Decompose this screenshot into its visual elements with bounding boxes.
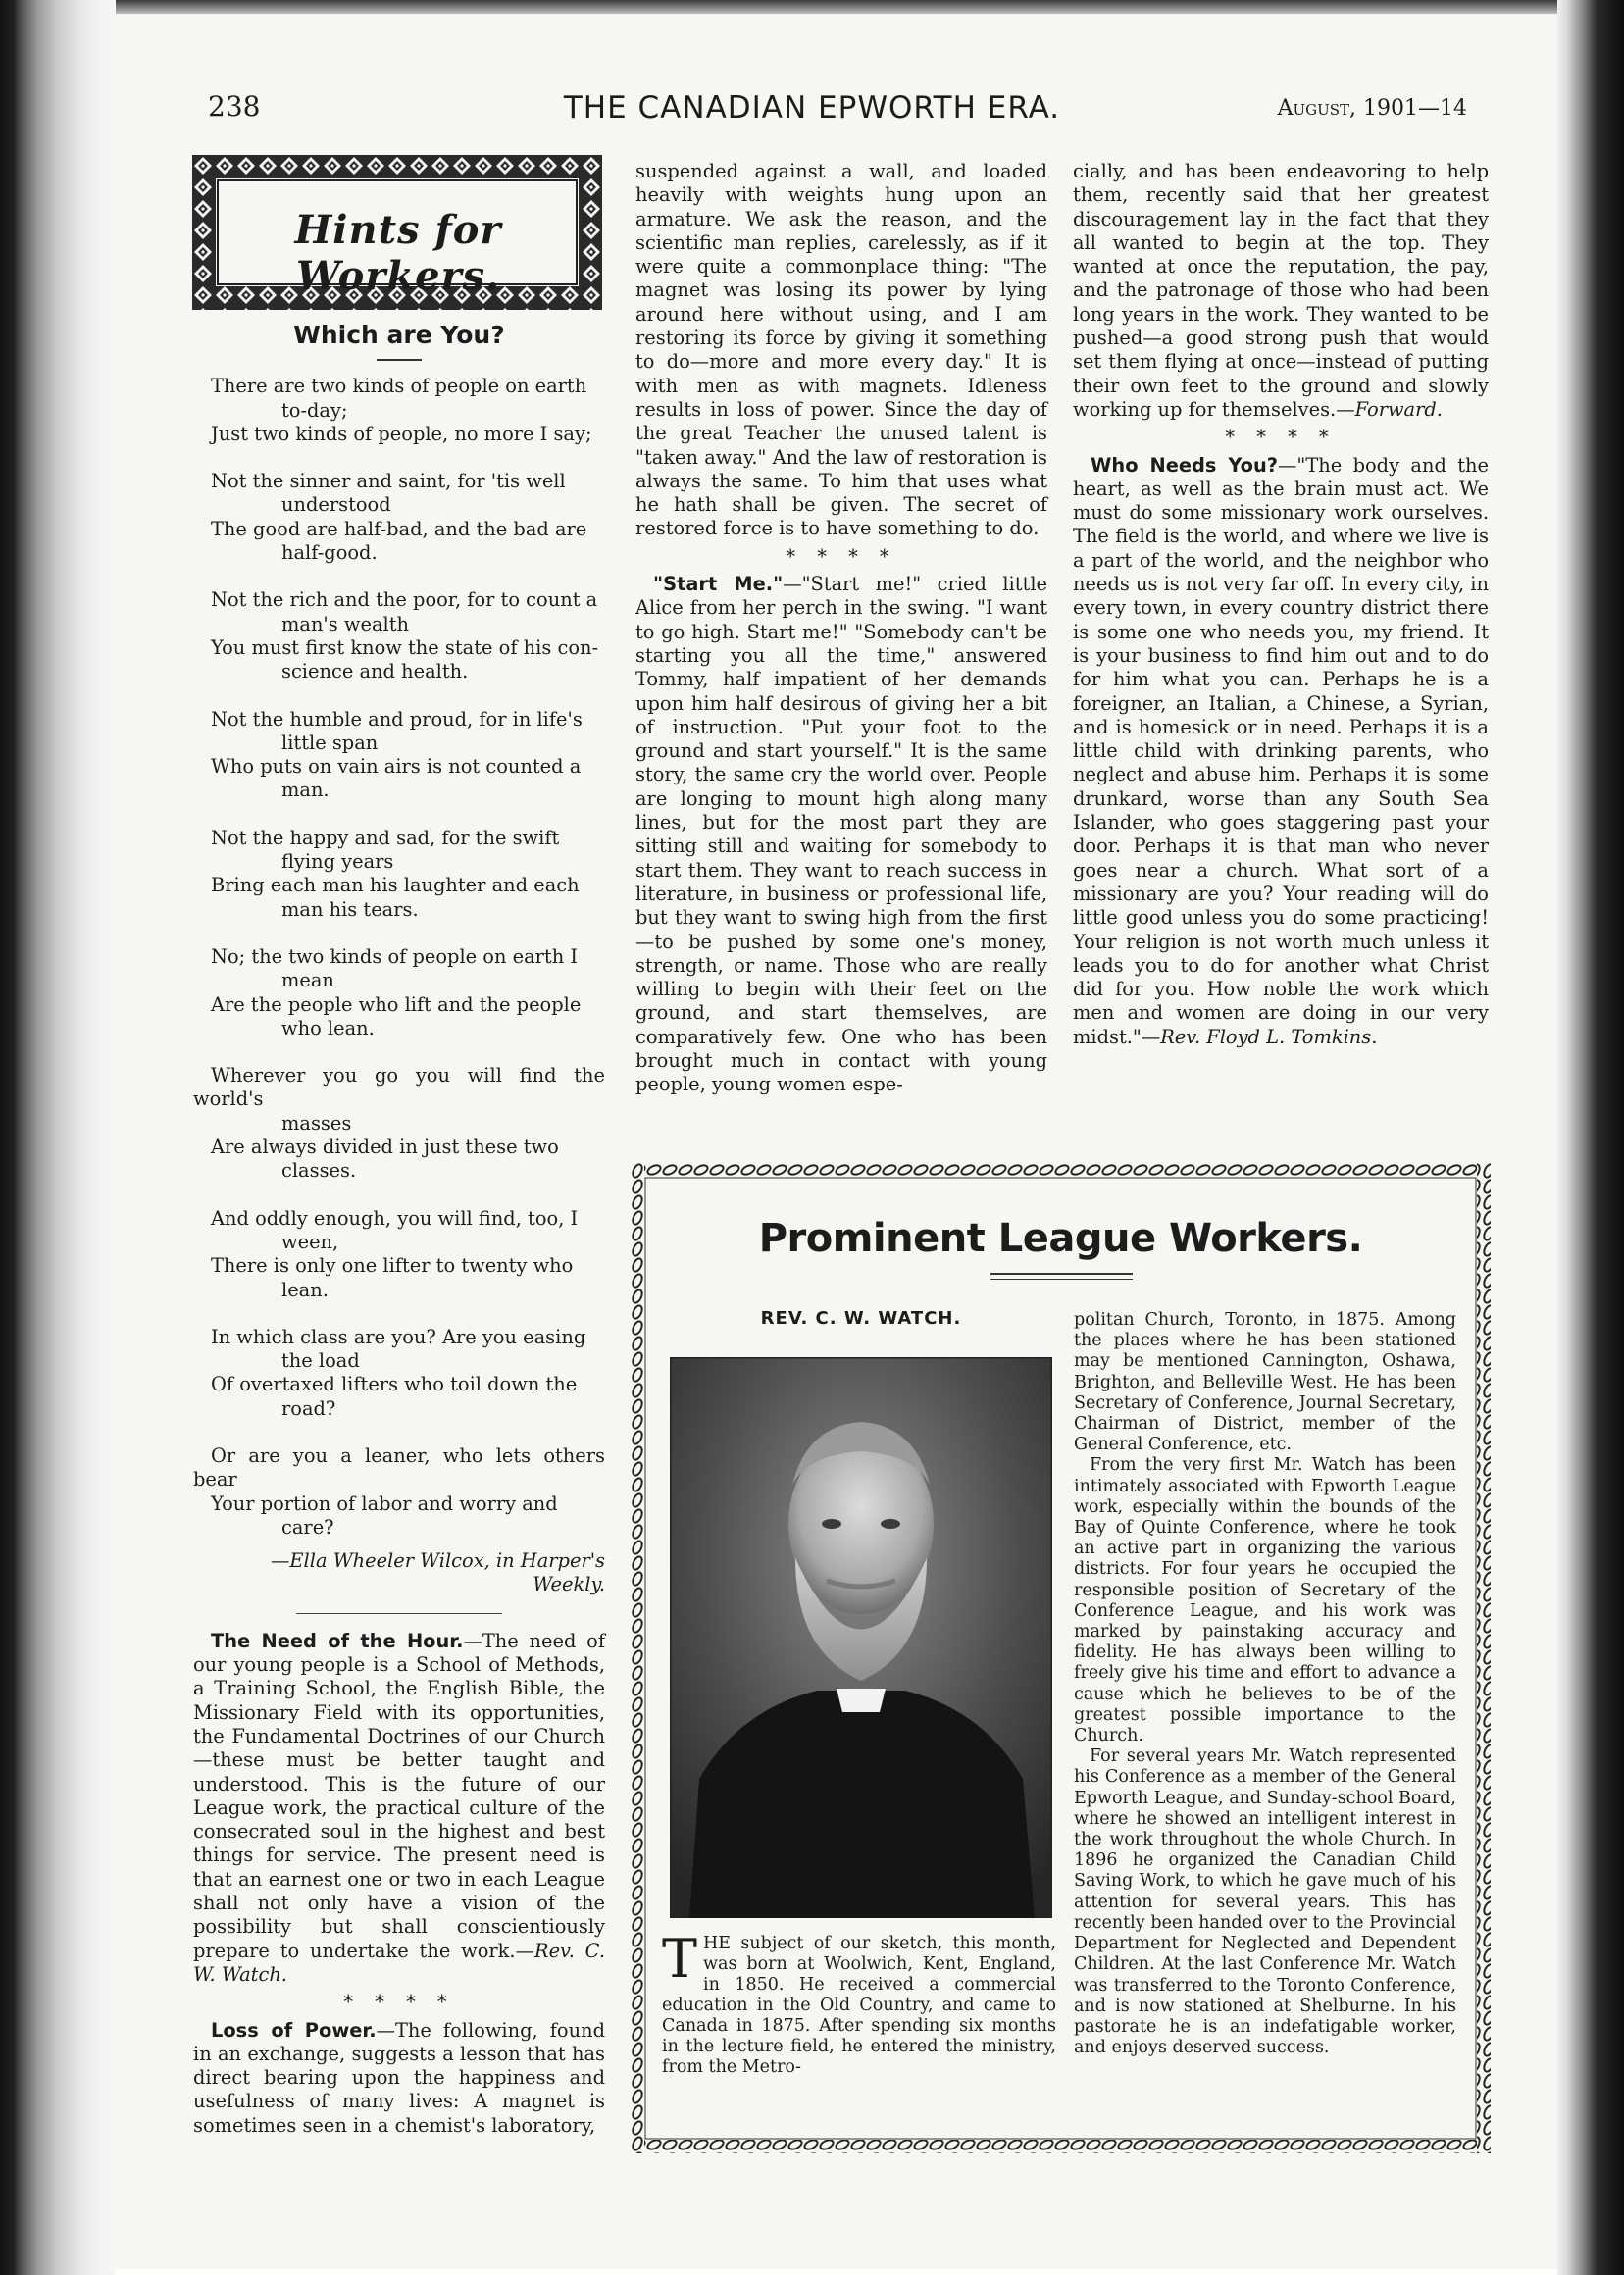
poem-line: Not the sinner and saint, for 'tis well [211, 470, 566, 493]
poem-line: man's wealth [281, 612, 409, 635]
section-stars: * * * * [1225, 426, 1337, 449]
column-middle [635, 160, 1047, 1097]
loss-of-power-continued: suspended against a wall, and loaded heavily with weights hung upon an armature. We ask the reason, and the scientific man replies, carelessly, as if it were quite a commonplace thing: "The magnet was losing its power by lying around here without using, and I am restoring its force by giving it something to do—more and more every day." It is with men as with magnets. Idleness results in loss of power. Since the day of the great Teacher the unused talent is "taken away." And the law of restoration is always the same. To him that uses what he hath shall be given. The secret of restored force is to have something to do. [635, 160, 1047, 540]
poem-stanza [193, 945, 605, 1040]
poem-line: Are the people who lift and the people [211, 992, 582, 1016]
poem-line: care? [281, 1515, 334, 1539]
poem-stanza [193, 1207, 605, 1302]
poem-line: man his tears. [281, 897, 419, 921]
poem-stanza [193, 827, 605, 922]
start-me-body-continued: cially, and has been endeavoring to help them, recently said that her greatest discouragement lay in the fact that they all wanted to begin at the top. They wanted at once the reputation, the pay, and the patronage of those who had been long years in the work. They wanted to be pushed—a good strong push that would set them flying at once—instead of putting their own feet to the ground and slowly working up for themselves.— [1073, 160, 1489, 421]
bio-continued [1074, 1310, 1456, 2058]
start-me-paragraph [635, 573, 1047, 1097]
poem-line: classes. [281, 1159, 357, 1183]
poem-line: You must first know the state of his con- [211, 635, 599, 659]
need-of-hour-body: —The need of our young people is a School of Methods, a Training School, the English Bible, the Missionary Field with its opportunities, the Fundamental Doctrines of our Church—these must be better taught and understood. This is the future of our League work, the practical culture of the consecrated soul in the highest and best things for service. The present need is that an earnest one or two in each League shall not only have a vision of the possibility but shall conscientiously prepare to undertake the work.— [193, 1629, 605, 1962]
bio-intro-text: HE subject of our sketch, this month, was born at Woolwich, Kent, England, in 1850. He received a commercial education in the Old Country, and came to Canada in 1875. After spending six months in the lecture field, he entered the ministry, from the Metro- [662, 1934, 1056, 2077]
start-me-body: —"Start me!" cried little Alice from her perch in the swing. "I want to go high. Start me!" "Somebody can't be starting you all the time," answered Tommy, half impatient of her demands upon him half desirous of giving her a bit of instruction. "Put your foot to the ground and start yourself." It is the same story, the same cry the world over. People are longing to mount high along many lines, but for the most part they are sitting still and waiting for somebody to start them. They want to reach success in literature, in business or professional life, but they want to swing high from the first—to be pushed by some one's money, strength, or name. Those who are really willing to begin with their feet on the ground, and start themselves, are comparatively few. One who has been brought much in contact with young people, young women espe- [635, 573, 1047, 1096]
section-stars: * * * * [786, 544, 897, 568]
who-needs-body: —"The body and the heart, as well as the brain must act. We must do some missionary work ourselves. The field is the world, and where we live is a part of the world, and the neighbor who needs us is not very far off. In every city, in every town, in every country district there is some one who needs you, my friend. It is your business to find him out and to do for him what you can. Perhaps he is a foreigner, an Italian, a Chinese, a Syrian, and is homesick or in need. Perhaps it is a little child with drinking parents, who neglect and abuse him. Perhaps it is some drunkard, worse than any South Sea Islander, who goes staggering past your door. Perhaps it is that man who never goes near a church. What sort of a missionary are you? Your reading will do little good unless you do some practicing! Your religion is not worth much unless it leads you to do for another what Christ did for you. How noble the work which men and women are doing in our very midst."— [1073, 453, 1489, 1048]
poem-stanza [193, 1326, 605, 1421]
banner-title: Hints for Workers. [294, 207, 502, 299]
poem-line: Are always divided in just these two [211, 1136, 559, 1159]
poem-line: Not the happy and sad, for the swift [211, 826, 560, 849]
issue-date: August, 1901—14 [1277, 96, 1467, 121]
loss-of-power-lead: Loss of Power. [211, 2018, 377, 2042]
poem-line: Wherever you go you will find the world's [193, 1064, 605, 1111]
bio-intro [662, 1928, 1056, 2078]
poem-line: There is only one lifter to twenty who [211, 1254, 574, 1278]
poem-line: understood [281, 493, 391, 517]
start-me-lead: "Start Me." [653, 573, 784, 596]
league-workers-box [631, 1163, 1491, 2153]
start-me-continued [1073, 160, 1489, 422]
poem-stanza [193, 470, 605, 565]
poem-line: mean [281, 969, 334, 992]
poem-line: Of overtaxed lifters who toil down the [211, 1373, 578, 1396]
bio-paragraph: politan Church, Toronto, in 1875. Among the places where he has been stationed may be mentioned Cannington, Oshawa, Brighton, and Belleville West. He has been Secretary of Conference, Journal Secretary, Chairman of District, member of the General Conference, etc. [1074, 1310, 1456, 1455]
poem-line: There are two kinds of people on earth [211, 375, 587, 398]
poem-line: masses [281, 1111, 352, 1135]
poem-line: And oddly enough, you will find, too, I [211, 1206, 579, 1230]
title-rule [377, 359, 422, 361]
poem-line: lean. [281, 1278, 329, 1301]
who-needs-credit: Rev. Floyd L. Tomkins. [1160, 1025, 1378, 1048]
poem-stanza [193, 1064, 605, 1183]
poem-line: road? [281, 1396, 336, 1420]
poem-line: Bring each man his laughter and each [211, 874, 580, 897]
page-top-shadow [116, 0, 1557, 14]
section-rule [296, 1613, 502, 1614]
poem-line: ween, [281, 1230, 339, 1253]
need-of-hour-paragraph [193, 1630, 605, 1987]
poem-line: the load [281, 1349, 360, 1373]
poem-stanza [193, 708, 605, 803]
poem-stanza [193, 375, 605, 446]
column-left [193, 321, 605, 2138]
poem-line: No; the two kinds of people on earth I [211, 944, 579, 968]
section-stars: * * * * [343, 1991, 455, 2014]
poem-line: Not the humble and proud, for in life's [211, 707, 583, 731]
poem-line: The good are half-bad, and the bad are [211, 517, 587, 540]
poem-credit: —Ella Wheeler Wilcox, in Harper's Weekly. [271, 1549, 605, 1596]
loss-of-power-paragraph [193, 2019, 605, 2138]
drop-cap: T [662, 1928, 698, 1990]
title-rule [990, 1273, 1133, 1275]
poem-line: Who puts on vain airs is not counted a [211, 755, 582, 779]
bio-intro-paragraph [662, 1928, 1056, 2078]
poem-line: flying years [281, 850, 394, 874]
loss-of-power-body: —The following, found in an exchange, suggests a lesson that has direct bearing upon the happiness and usefulness of many lives: A magnet is sometimes seen in a chemist's laboratory, [193, 2018, 605, 2137]
title-rule [990, 1279, 1133, 1280]
poem-stanza [193, 588, 605, 683]
poem-line: science and health. [281, 660, 469, 683]
poem-line: Your portion of labor and worry and [211, 1491, 558, 1515]
book-gutter-left [0, 0, 116, 2275]
bio-paragraph: From the very first Mr. Watch has been intimately associated with Epworth League work, especially within the bounds of the Bay of Quinte Conference, where he took an active part in organizing the various districts. For four years he occupied the responsible position of Secretary of the Conference League, and his work was marked by painstaking accuracy and fidelity. He has always been willing to freely give his time and effort to advance a cause which he believes to be of the greatest possible importance to the Church. [1074, 1455, 1456, 1746]
poem-stanza [193, 1444, 605, 1540]
league-title: Prominent League Workers. [758, 1216, 1363, 1261]
who-needs-paragraph [1073, 454, 1489, 1049]
book-edge-right [1557, 0, 1624, 2275]
poem-line: to-day; [281, 398, 348, 422]
poem-line: half-good. [281, 541, 378, 565]
hints-banner [192, 155, 604, 312]
portrait-caption: REV. C. W. WATCH. [760, 1308, 962, 1329]
need-of-hour-lead: The Need of the Hour. [211, 1629, 464, 1652]
poem-line: Not the rich and the poor, for to count a [211, 588, 598, 612]
page-number: 238 [208, 90, 261, 123]
poem-line: little span [281, 731, 379, 754]
start-me-credit: Forward. [1354, 397, 1443, 421]
column-right [1073, 160, 1489, 1049]
poem-line: In which class are you? Are you easing [211, 1325, 586, 1348]
poem-line: man. [281, 779, 330, 802]
poem-line: Just two kinds of people, no more I say; [211, 422, 592, 445]
poem-line: Or are you a leaner, who lets others bear [193, 1443, 605, 1491]
bio-paragraph: For several years Mr. Watch represented his Conference as a member of the General Epworth League, and Sunday-school Board, where he showed an intelligent interest in the work throughout the whole Church. In 1896 he organized the Canadian Child Saving Work, to which he gave much of his attention for several years. This has recently been handed over to the Provincial Department for Neglected and Dependent Children. At the last Conference Mr. Watch was transferred to the Toronto Conference, and is now stationed at Shelburne. In his pastorate he is an indefatigable worker, and enjoys deserved success. [1074, 1746, 1456, 2058]
who-needs-lead: Who Needs You? [1091, 453, 1279, 477]
poem-line: who lean. [281, 1016, 375, 1039]
portrait-photo [670, 1357, 1052, 1918]
poem-title: Which are You? [293, 321, 505, 349]
need-of-hour-credit: Rev. C. W. Watch. [193, 1939, 605, 1986]
journal-title: THE CANADIAN EPWORTH ERA. [563, 90, 1061, 126]
